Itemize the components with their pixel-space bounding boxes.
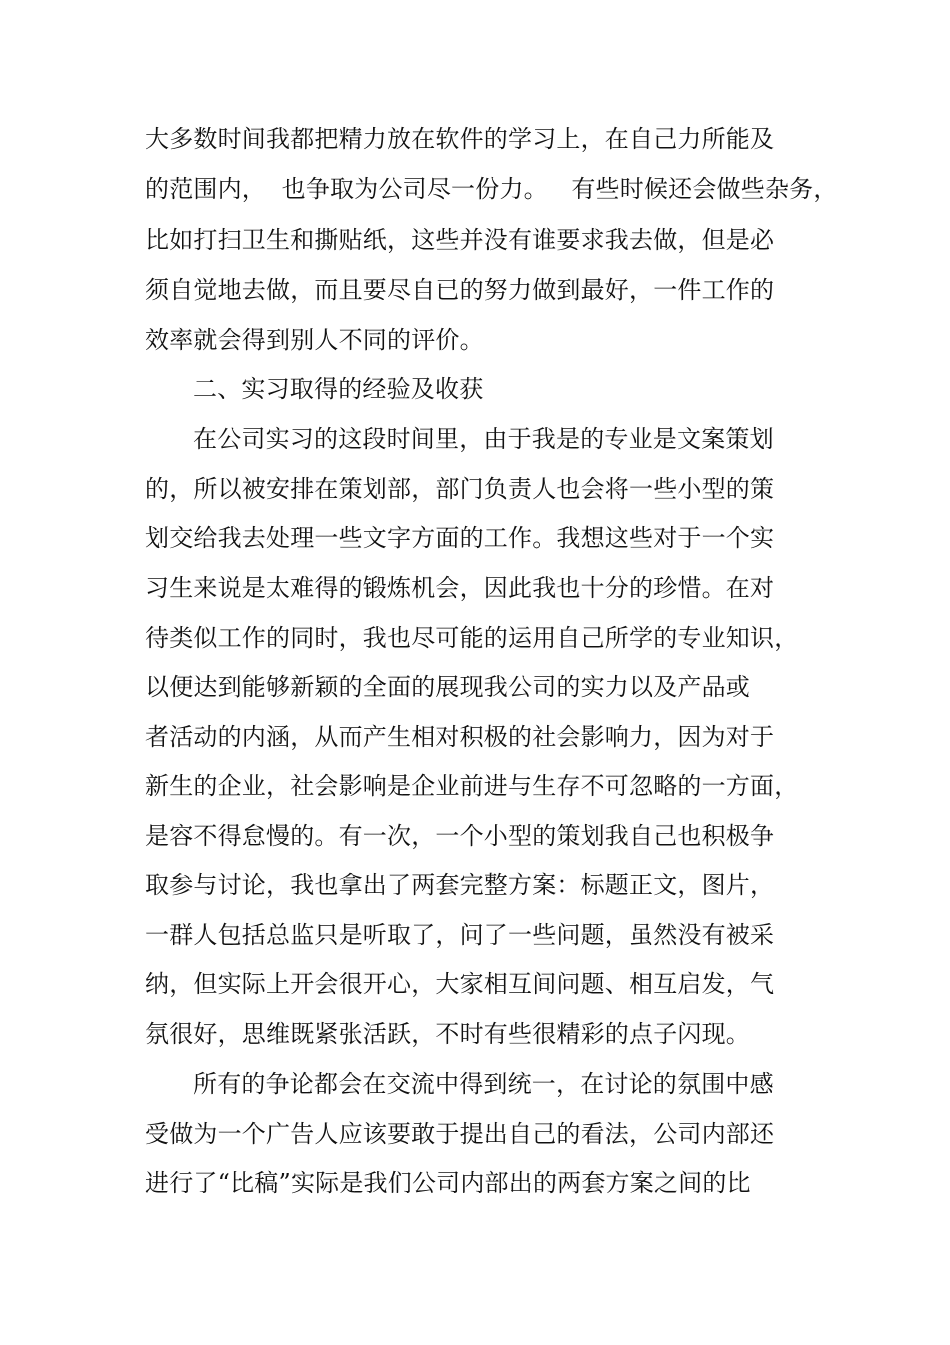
text-line: 一群人包括总监只是听取了，问了一些问题，虽然没有被采: [145, 921, 775, 949]
text-line: 者活动的内涵，从而产生相对积极的社会影响力，因为对于: [145, 723, 775, 751]
text-line: 须自觉地去做，而且要尽自已的努力做到最好，一件工作的: [145, 276, 775, 304]
text-line: 待类似工作的同时，我也尽可能的运用自己所学的专业知识，: [145, 624, 799, 652]
text-line: 受做为一个广告人应该要敢于提出自己的看法，公司内部还: [145, 1120, 775, 1148]
text-line: 划交给我去处理一些文字方面的工作。我想这些对于一个实: [145, 524, 775, 552]
text-line: 所有的争论都会在交流中得到统一，在讨论的氛围中感: [193, 1070, 774, 1098]
text-line: 新生的企业，社会影响是企业前进与生存不可忽略的一方面，: [145, 772, 799, 800]
text-line: 进行了“比稿”实际是我们公司内部出的两套方案之间的比: [145, 1169, 751, 1197]
text-line: 氛很好，思维既紧张活跃，不时有些很精彩的点子闪现。: [145, 1020, 750, 1048]
text-line: 大多数时间我都把精力放在软件的学习上，在自己力所能及: [145, 125, 775, 153]
text-line: 取参与讨论，我也拿出了两套完整方案：标题正文，图片，: [145, 871, 775, 899]
text-line: 的，所以被安排在策划部，部门负责人也会将一些小型的策: [145, 475, 775, 503]
text-line: 比如打扫卫生和撕贴纸，这些并没有谁要求我去做，但是必: [145, 226, 775, 254]
text-line: 以便达到能够新颖的全面的展现我公司的实力以及产品或: [145, 673, 750, 701]
text-line: 习生来说是太难得的锻炼机会，因此我也十分的珍惜。在对: [145, 574, 775, 602]
text-line: 效率就会得到别人不同的评价。: [145, 326, 484, 354]
text-line: 纳，但实际上开会很开心，大家相互间问题、相互启发，气: [145, 970, 775, 998]
section-heading: 二、实习取得的经验及收获: [193, 375, 484, 403]
text-line: 的范围内， 也争取为公司尽一份力。 有些时候还会做些杂务，: [145, 175, 838, 203]
text-line: 在公司实习的这段时间里，由于我是的专业是文案策划: [193, 425, 774, 453]
text-line: 是容不得怠慢的。有一次，一个小型的策划我自己也积极争: [145, 822, 775, 850]
